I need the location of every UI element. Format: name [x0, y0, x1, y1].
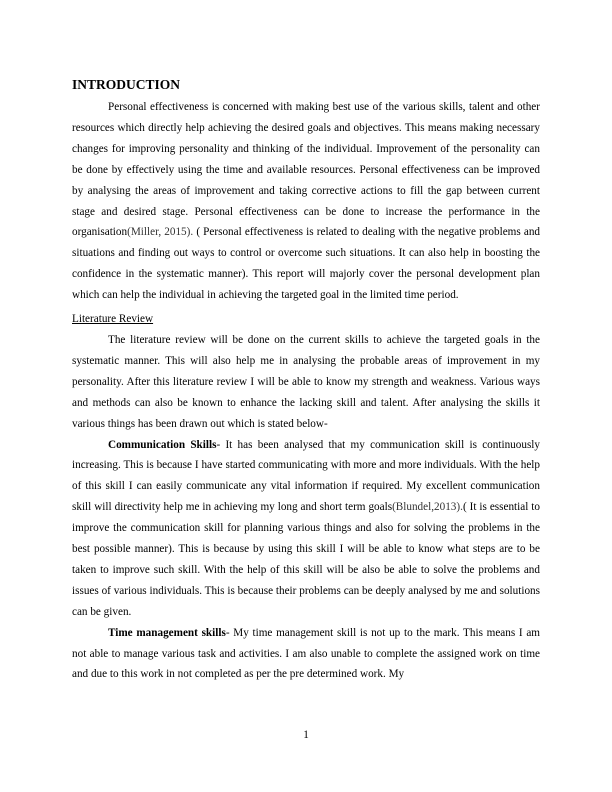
introduction-text-continued: ( Personal effectiveness is related to dealing with the negative problems and situations and finding out ways to control or overcome such situations. It can also help in boosting the confidence in the systematic manner). This report will majorly cover the personal development plan which can help the individual in achieving the targeted goal in the limited time period. — [72, 226, 541, 302]
communication-skills-text: - It has been analysed that my communication skill is continuously increasing. This is because I have started communicating with more and more individuals. With the help of this skill I can easily communicate any vital information if required. My excellent communication skill will directivity help me in achieving my long and short term goals — [72, 438, 540, 514]
communication-skills-label: Communication Skills — [108, 438, 217, 451]
citation-miller: (Miller, 2015). — [127, 226, 194, 239]
time-management-label: Time management skills — [108, 626, 226, 639]
document-body — [72, 75, 540, 685]
time-management-paragraph — [72, 623, 540, 686]
time-management-text: - My time management skill is not up to the mark. This means I am not able to manage various task and activities. I am also unable to complete the assigned work on time and due to this work in not completed as per the pre determined work. My — [72, 626, 540, 681]
literature-review-heading: Literature Review — [72, 313, 154, 326]
communication-skills-text-continued: ( It is essential to improve the communication skill for planning various things and also for solving the problems in the best possible manner). This is because by using this skill I will be able to know what steps are to be taken to improve such skill. With the help of this skill will be also be able to solve the problems and issues of various individuals. This is because their problems can be deeply analysed by me and solutions can be given. — [72, 501, 541, 618]
literature-review-paragraph: The literature review will be done on the current skills to achieve the targeted goals in the systematic manner. This will also help me in analysing the probable areas of improvement in my personality. After this literature review I will be able to know my strength and weakness. Various ways and methods can also be known to enhance the lacking skill and talent. After analysing the skills it various things has been drawn out which is stated below- — [72, 333, 540, 430]
communication-skills-paragraph — [72, 435, 540, 623]
introduction-paragraph — [72, 97, 540, 306]
page-number: 1 — [303, 729, 309, 741]
introduction-text: Personal effectiveness is concerned with making best use of the various skills, talent and other resources which directly help achieving the desired goals and objectives. This means making necessary changes for improving personality and thinking of the individual. Improvement of the personality can be done by effectively using the time and available resources. Personal effectiveness can be improved by analysing the areas of improvement and taking corrective actions to fill the gap between current stage and desired stage. Personal effectiveness can be done to increase the performance in the organisation — [72, 101, 540, 239]
section-heading-introduction: INTRODUCTION — [72, 77, 181, 92]
citation-blundel: (Blundel,2013). — [392, 501, 463, 514]
